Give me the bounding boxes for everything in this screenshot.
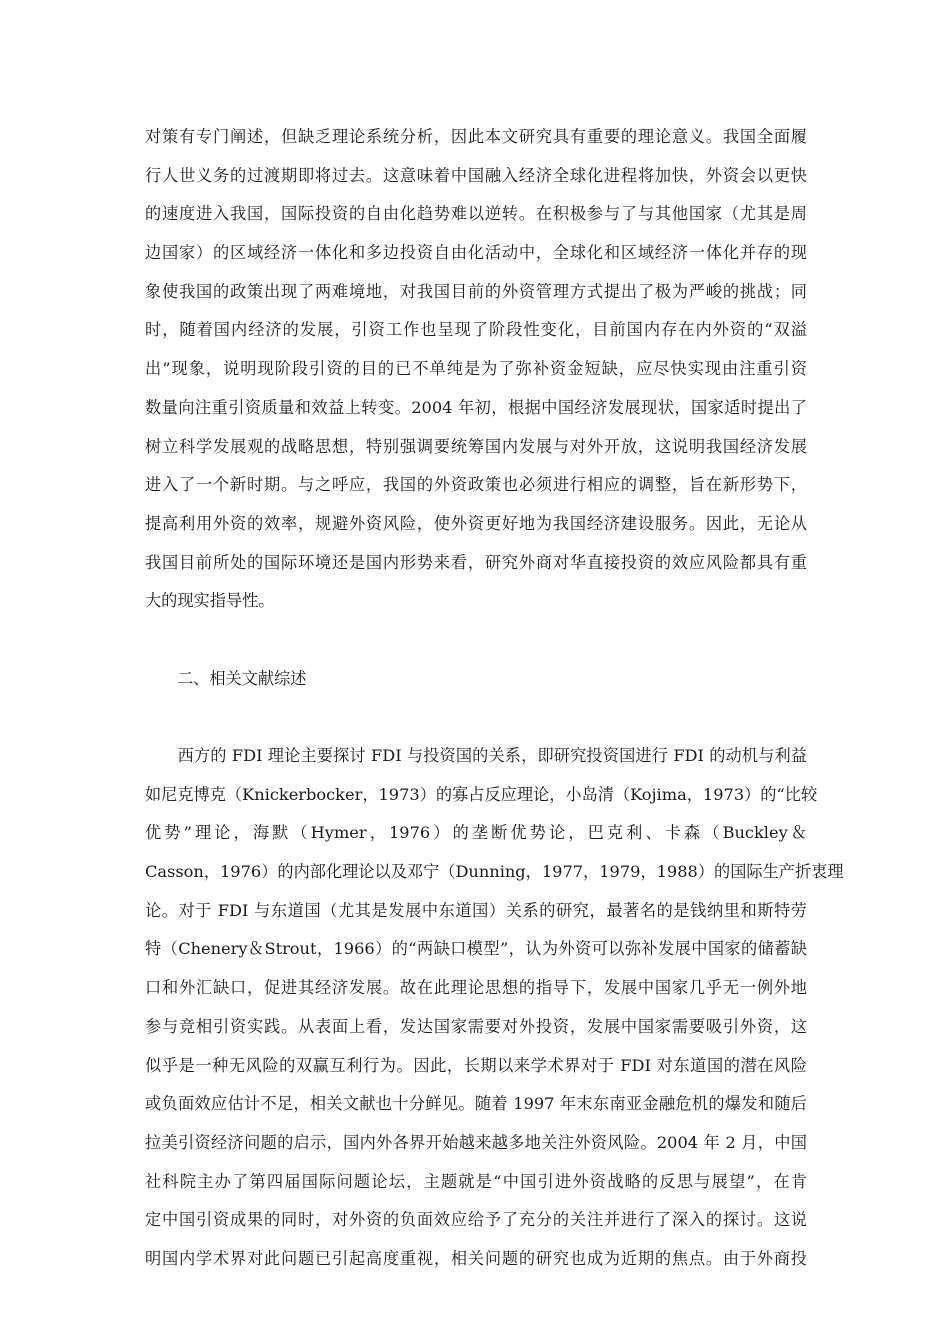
text-line: 如尼克博克（Knickerbocker，1973）的寡占反应理论，小岛清（Kojima，1973）的“比较 xyxy=(145,784,818,804)
document-page xyxy=(145,118,844,1279)
text-line: 特（Chenery＆Strout，1966）的“两缺口模型”，认为外资可以弥补发展中国家的储蓄缺 xyxy=(145,939,807,959)
text-line: 口和外汇缺口，促进其经济发展。故在此理论思想的指导下，发展中国家几乎无一例外地 xyxy=(145,978,807,998)
paragraph-literature-review xyxy=(145,737,844,1279)
text-line: Casson，1976）的内部化理论以及邓宁（Dunning，1977，1979，1988）的国际生产折衷理 xyxy=(145,862,844,882)
text-line: 明国内学术界对此问题已引起高度重视，相关问题的研究也成为近期的焦点。由于外商投 xyxy=(145,1248,807,1268)
text-line: 对策有专门阐述，但缺乏理论系统分析，因此本文研究具有重要的理论意义。我国全面履 xyxy=(145,127,807,146)
text-line: 的速度进入我国，国际投资的自由化趋势难以逆转。在积极参与了与其他国家（尤其是周 xyxy=(145,204,807,224)
text-line: 论。对于 FDI 与东道国（尤其是发展中东道国）关系的研究，最著名的是钱纳里和斯特劳 xyxy=(145,900,807,920)
text-line: 数量向注重引资质量和效益上转变。2004 年初，根据中国经济发展现状，国家适时提出了 xyxy=(145,397,807,417)
text-line: 出”现象，说明现阶段引资的目的已不单纯是为了弥补资金短缺，应尽快实现由注重引资 xyxy=(145,359,807,379)
text-line: 西方的 FDI 理论主要探讨 FDI 与投资国的关系，即研究投资国进行 FDI 的动机与利益 xyxy=(145,746,807,765)
text-line: 社科院主办了第四届国际问题论坛，主题就是“中国引进外资战略的反思与展望”，在肯 xyxy=(145,1171,807,1191)
text-line: 定中国引资成果的同时，对外资的负面效应给予了充分的关注并进行了深入的探讨。这说 xyxy=(145,1210,807,1230)
text-line: 进入了一个新时期。与之呼应，我国的外资政策也必须进行相应的调整，旨在新形势下， xyxy=(145,475,807,495)
text-line: 树立科学发展观的战略思想，特别强调要统筹国内发展与对外开放，这说明我国经济发展 xyxy=(145,436,807,456)
text-line: 或负面效应估计不足，相关文献也十分鲜见。随着 1997 年末东南亚金融危机的爆发和随后 xyxy=(145,1094,807,1114)
text-line: 行人世义务的过渡期即将过去。这意味着中国融入经济全球化进程将加快，外资会以更快 xyxy=(145,165,807,185)
text-line: 象使我国的政策出现了两难境地，对我国目前的外资管理方式提出了极为严峻的挑战；同 xyxy=(145,281,807,301)
paragraph-intro-significance xyxy=(145,118,807,621)
text-line: 似乎是一种无风险的双赢互利行为。因此，长期以来学术界对于 FDI 对东道国的潜在风险 xyxy=(145,1055,807,1075)
text-line: 边国家）的区域经济一体化和多边投资自由化活动中，全球化和区域经济一体化并存的现 xyxy=(145,243,807,263)
text-line: 优势”理论，海默（Hymer，1976）的垄断优势论，巴克利、卡森（Buckley＆ xyxy=(145,823,807,843)
text-line: 拉美引资经济问题的启示，国内外各界开始越来越多地关注外资风险。2004 年 2 月，中国 xyxy=(145,1132,807,1152)
paragraph-gap xyxy=(145,621,807,660)
paragraph-gap xyxy=(145,698,807,737)
text-line: 我国目前所处的国际环境还是国内形势来看，研究外商对华直接投资的效应风险都具有重 xyxy=(145,552,807,572)
text-line: 时，随着国内经济的发展，引资工作也呈现了阶段性变化，目前国内存在内外资的“双溢 xyxy=(145,320,807,340)
text-line: 大的现实指导性。 xyxy=(145,591,275,611)
text-line: 参与竞相引资实践。从表面上看，发达国家需要对外投资，发展中国家需要吸引外资，这 xyxy=(145,1016,807,1036)
text-line: 提高利用外资的效率，规避外资风险，使外资更好地为我国经济建设服务。因此，无论从 xyxy=(145,513,807,533)
section-heading: 二、相关文献综述 xyxy=(177,668,307,688)
